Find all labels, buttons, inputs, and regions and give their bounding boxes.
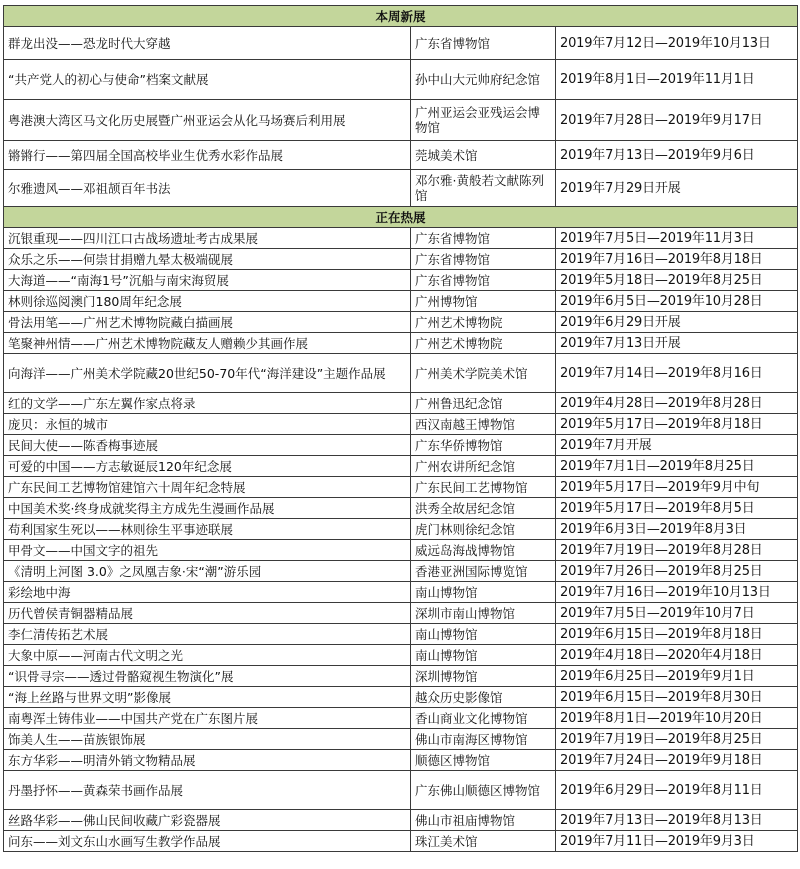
date-cell: 2019年6月15日—2019年8月30日: [556, 687, 798, 708]
date-cell: 2019年7月13日开展: [556, 333, 798, 354]
table-row: [4, 249, 798, 270]
table-row: [4, 810, 798, 831]
exhibition-name-cell: 彩绘地中海: [4, 582, 411, 603]
table-row: [4, 100, 798, 141]
date-cell: 2019年7月16日—2019年8月18日: [556, 249, 798, 270]
table-row: [4, 729, 798, 750]
table-row: [4, 540, 798, 561]
venue-cell: 广东省博物馆: [411, 270, 556, 291]
table-row: [4, 435, 798, 456]
venue-cell: 虎门林则徐纪念馆: [411, 519, 556, 540]
table-row: [4, 291, 798, 312]
table-row: [4, 333, 798, 354]
table-row: [4, 771, 798, 810]
exhibition-name-cell: 苟利国家生死以——林则徐生平事迹联展: [4, 519, 411, 540]
date-cell: 2019年7月14日—2019年8月16日: [556, 354, 798, 393]
date-cell: 2019年6月29日开展: [556, 312, 798, 333]
table-row: [4, 519, 798, 540]
exhibition-name-cell: “共产党人的初心与使命”档案文献展: [4, 60, 411, 100]
venue-cell: 广东省博物馆: [411, 27, 556, 60]
date-cell: 2019年7月19日—2019年8月25日: [556, 729, 798, 750]
exhibition-name-cell: 大象中原——河南古代文明之光: [4, 645, 411, 666]
exhibition-name-cell: 问东——刘文东山水画写生教学作品展: [4, 831, 411, 852]
venue-cell: 南山博物馆: [411, 582, 556, 603]
exhibition-name-cell: 丹墨抒怀——黄森荣书画作品展: [4, 771, 411, 810]
date-cell: 2019年7月1日—2019年8月25日: [556, 456, 798, 477]
exhibition-table: [3, 5, 798, 852]
venue-cell: 邓尔雅·黄般若文献陈列馆: [411, 170, 556, 207]
exhibition-name-cell: 丝路华彩——佛山民间收藏广彩瓷器展: [4, 810, 411, 831]
date-cell: 2019年7月19日—2019年8月28日: [556, 540, 798, 561]
venue-cell: 顺德区博物馆: [411, 750, 556, 771]
exhibition-name-cell: 林则徐巡阅澳门180周年纪念展: [4, 291, 411, 312]
venue-cell: 广州艺术博物院: [411, 312, 556, 333]
exhibition-name-cell: 粤港澳大湾区马文化历史展暨广州亚运会从化马场赛后利用展: [4, 100, 411, 141]
exhibition-name-cell: 沉银重现——四川江口古战场遗址考古成果展: [4, 228, 411, 249]
section-header: [4, 6, 798, 27]
exhibition-name-cell: 甲骨文——中国文字的祖先: [4, 540, 411, 561]
section-header: [4, 207, 798, 228]
exhibition-name-cell: 众乐之乐——何崇甘捐赠九晕太极端砚展: [4, 249, 411, 270]
venue-cell: 广东佛山顺德区博物馆: [411, 771, 556, 810]
table-row: [4, 354, 798, 393]
date-cell: 2019年5月17日—2019年9月中旬: [556, 477, 798, 498]
section-title: 正在热展: [4, 207, 798, 228]
date-cell: 2019年4月18日—2020年4月18日: [556, 645, 798, 666]
date-cell: 2019年5月18日—2019年8月25日: [556, 270, 798, 291]
date-cell: 2019年7月24日—2019年9月18日: [556, 750, 798, 771]
venue-cell: 广州鲁迅纪念馆: [411, 393, 556, 414]
table-row: [4, 645, 798, 666]
exhibition-name-cell: 中国美术奖·终身成就奖得主方成先生漫画作品展: [4, 498, 411, 519]
date-cell: 2019年7月11日—2019年9月3日: [556, 831, 798, 852]
table-row: [4, 60, 798, 100]
date-cell: 2019年5月17日—2019年8月5日: [556, 498, 798, 519]
venue-cell: 越众历史影像馆: [411, 687, 556, 708]
exhibition-name-cell: 李仁清传拓艺术展: [4, 624, 411, 645]
venue-cell: 香山商业文化博物馆: [411, 708, 556, 729]
date-cell: 2019年7月13日—2019年8月13日: [556, 810, 798, 831]
date-cell: 2019年6月3日—2019年8月3日: [556, 519, 798, 540]
date-cell: 2019年8月1日—2019年11月1日: [556, 60, 798, 100]
venue-cell: 广州美术学院美术馆: [411, 354, 556, 393]
table-row: [4, 498, 798, 519]
venue-cell: 广东省博物馆: [411, 249, 556, 270]
exhibition-name-cell: 广东民间工艺博物馆建馆六十周年纪念特展: [4, 477, 411, 498]
venue-cell: 佛山市南海区博物馆: [411, 729, 556, 750]
venue-cell: 广州农讲所纪念馆: [411, 456, 556, 477]
venue-cell: 广东华侨博物馆: [411, 435, 556, 456]
date-cell: 2019年7月28日—2019年9月17日: [556, 100, 798, 141]
venue-cell: 深圳博物馆: [411, 666, 556, 687]
exhibition-name-cell: 可爱的中国——方志敏诞辰120年纪念展: [4, 456, 411, 477]
date-cell: 2019年7月29日开展: [556, 170, 798, 207]
date-cell: 2019年7月16日—2019年10月13日: [556, 582, 798, 603]
table-row: [4, 312, 798, 333]
date-cell: 2019年8月1日—2019年10月20日: [556, 708, 798, 729]
table-row: [4, 666, 798, 687]
table-row: [4, 750, 798, 771]
table-row: [4, 603, 798, 624]
venue-cell: 威远岛海战博物馆: [411, 540, 556, 561]
exhibition-name-cell: 《清明上河图 3.0》之凤凰吉象·宋“潮”游乐园: [4, 561, 411, 582]
date-cell: 2019年6月5日—2019年10月28日: [556, 291, 798, 312]
table-row: [4, 270, 798, 291]
date-cell: 2019年6月29日—2019年8月11日: [556, 771, 798, 810]
table-row: [4, 141, 798, 170]
venue-cell: 西汉南越王博物馆: [411, 414, 556, 435]
venue-cell: 孙中山大元帅府纪念馆: [411, 60, 556, 100]
date-cell: 2019年7月13日—2019年9月6日: [556, 141, 798, 170]
exhibition-name-cell: 锵锵行——第四届全国高校毕业生优秀水彩作品展: [4, 141, 411, 170]
venue-cell: 洪秀全故居纪念馆: [411, 498, 556, 519]
date-cell: 2019年7月26日—2019年8月25日: [556, 561, 798, 582]
date-cell: 2019年5月17日—2019年8月18日: [556, 414, 798, 435]
date-cell: 2019年7月开展: [556, 435, 798, 456]
exhibition-name-cell: 大海道——“南海1号”沉船与南宋海贸展: [4, 270, 411, 291]
venue-cell: 广州亚运会亚残运会博物馆: [411, 100, 556, 141]
date-cell: 2019年7月5日—2019年11月3日: [556, 228, 798, 249]
venue-cell: 南山博物馆: [411, 645, 556, 666]
table-row: [4, 27, 798, 60]
table-row: [4, 414, 798, 435]
venue-cell: 广东民间工艺博物馆: [411, 477, 556, 498]
exhibition-name-cell: 群龙出没——恐龙时代大穿越: [4, 27, 411, 60]
exhibition-name-cell: 骨法用笔——广州艺术博物院藏白描画展: [4, 312, 411, 333]
table-row: [4, 831, 798, 852]
date-cell: 2019年7月12日—2019年10月13日: [556, 27, 798, 60]
table-row: [4, 228, 798, 249]
exhibition-name-cell: 向海洋——广州美术学院藏20世纪50-70年代“海洋建设”主题作品展: [4, 354, 411, 393]
exhibition-name-cell: 东方华彩——明清外销文物精品展: [4, 750, 411, 771]
table-row: [4, 582, 798, 603]
table-row: [4, 708, 798, 729]
date-cell: 2019年6月25日—2019年9月1日: [556, 666, 798, 687]
exhibition-name-cell: 饰美人生——苗族银饰展: [4, 729, 411, 750]
venue-cell: 广州博物馆: [411, 291, 556, 312]
venue-cell: 南山博物馆: [411, 624, 556, 645]
date-cell: 2019年7月5日—2019年10月7日: [556, 603, 798, 624]
venue-cell: 广东省博物馆: [411, 228, 556, 249]
table-row: [4, 561, 798, 582]
venue-cell: 广州艺术博物院: [411, 333, 556, 354]
exhibition-name-cell: “海上丝路与世界文明”影像展: [4, 687, 411, 708]
section-title: 本周新展: [4, 6, 798, 27]
exhibition-name-cell: 笔聚神州情——广州艺术博物院藏友人赠赖少其画作展: [4, 333, 411, 354]
venue-cell: 佛山市祖庙博物馆: [411, 810, 556, 831]
table-row: [4, 477, 798, 498]
venue-cell: 香港亚洲国际博览馆: [411, 561, 556, 582]
exhibition-name-cell: 南粤浑土铸伟业——中国共产党在广东图片展: [4, 708, 411, 729]
exhibition-name-cell: 民间大使——陈香梅事迹展: [4, 435, 411, 456]
table-row: [4, 170, 798, 207]
table-row: [4, 456, 798, 477]
exhibition-name-cell: 庞贝：永恒的城市: [4, 414, 411, 435]
date-cell: 2019年4月28日—2019年8月28日: [556, 393, 798, 414]
exhibition-name-cell: “识骨寻宗——透过骨骼窥视生物演化”展: [4, 666, 411, 687]
venue-cell: 深圳市南山博物馆: [411, 603, 556, 624]
exhibition-name-cell: 红的文学——广东左翼作家点将录: [4, 393, 411, 414]
date-cell: 2019年6月15日—2019年8月18日: [556, 624, 798, 645]
table-row: [4, 687, 798, 708]
venue-cell: 珠江美术馆: [411, 831, 556, 852]
exhibition-table-body: [4, 6, 798, 852]
table-row: [4, 624, 798, 645]
exhibition-name-cell: 尔雅遗风——邓祖颉百年书法: [4, 170, 411, 207]
venue-cell: 莞城美术馆: [411, 141, 556, 170]
table-row: [4, 393, 798, 414]
exhibition-name-cell: 历代曾侯青铜器精品展: [4, 603, 411, 624]
